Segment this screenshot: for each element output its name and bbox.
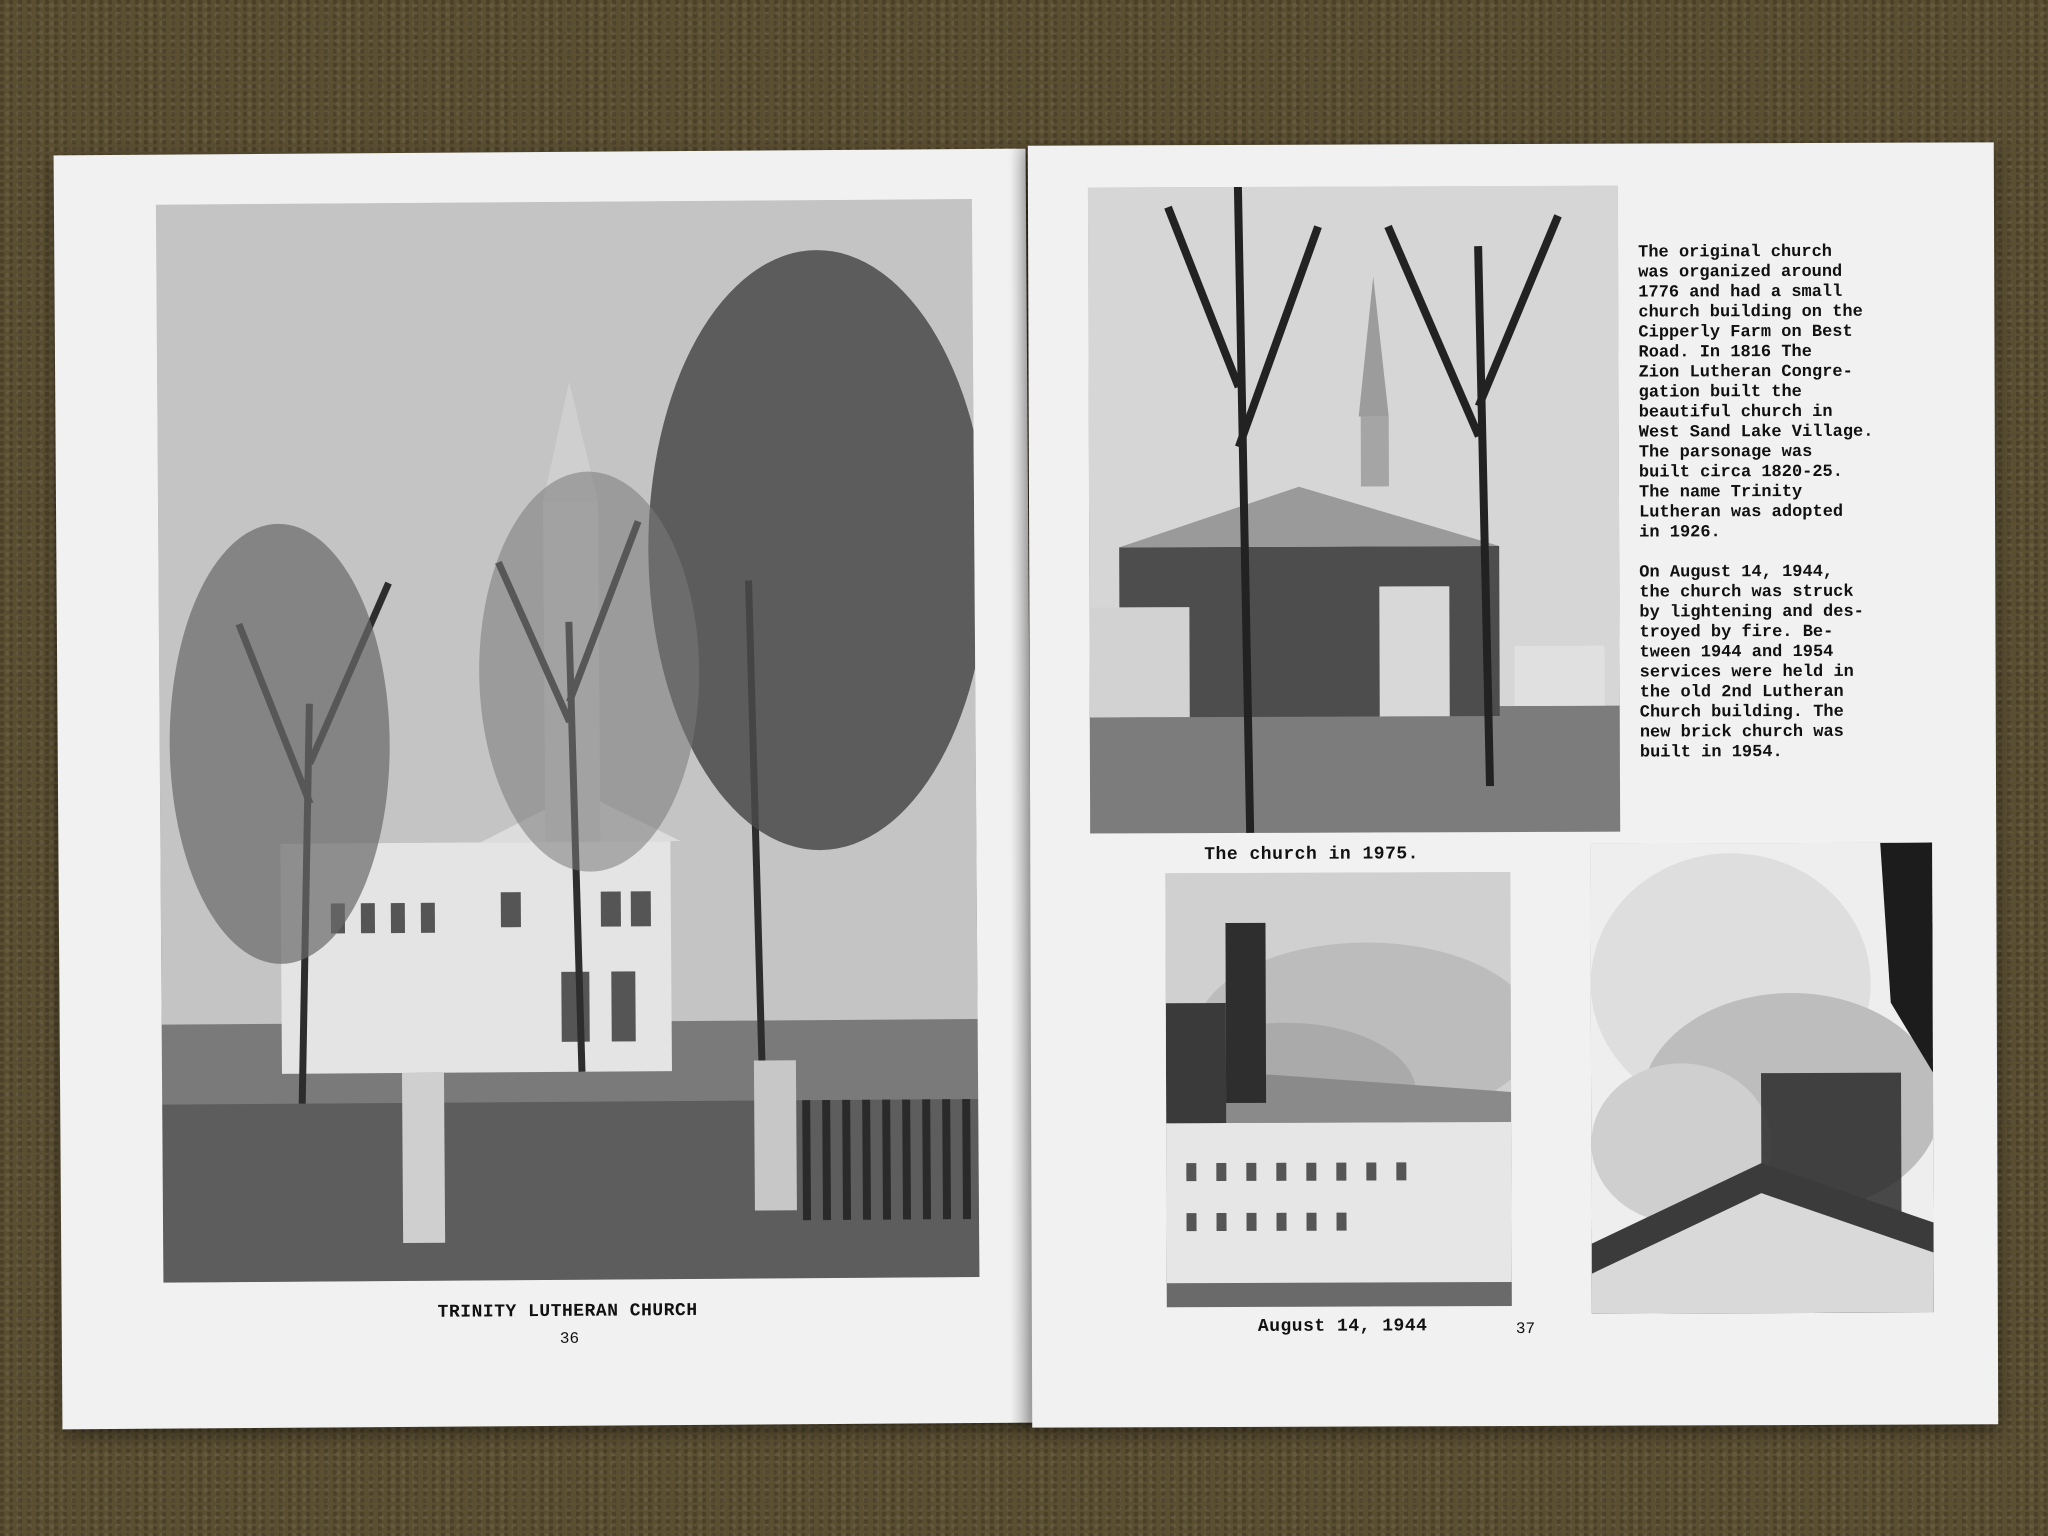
trinity-church-photo (156, 199, 980, 1283)
right-page (1028, 142, 1998, 1427)
history-paragraph-1: The original church was organized around 1776 and had a small church building on the Cipperly Farm on Best Road. In 1816 The Zion Lutheran Congre- gation built the beautiful church in West Sand Lake Village. The parsonage was built circa 1820-25. The name Trinity Lutheran was adopted in 1926. (1638, 242, 1874, 543)
church-1975-caption: The church in 1975. (1204, 844, 1420, 866)
page-number-right: 37 (1515, 1319, 1536, 1338)
page-number-left: 36 (559, 1329, 580, 1348)
fire-1944-caption: August 14, 1944 (1257, 1316, 1428, 1337)
church-fire-1944-photo (1165, 872, 1512, 1307)
history-paragraph-2: On August 14, 1944, the church was struck by lightening and des- troyed by fire. Be- tween 1944 and 1954 services were held in the old 2nd Lutheran Church building. The new brick church was built in 1954. (1639, 562, 1864, 763)
church-1975-photo (1088, 186, 1620, 834)
trinity-church-caption: TRINITY LUTHERAN CHURCH (437, 1300, 698, 1323)
church-history-text (1638, 243, 1940, 784)
left-page (54, 149, 1035, 1430)
steeple-fire-photo (1590, 843, 1934, 1314)
